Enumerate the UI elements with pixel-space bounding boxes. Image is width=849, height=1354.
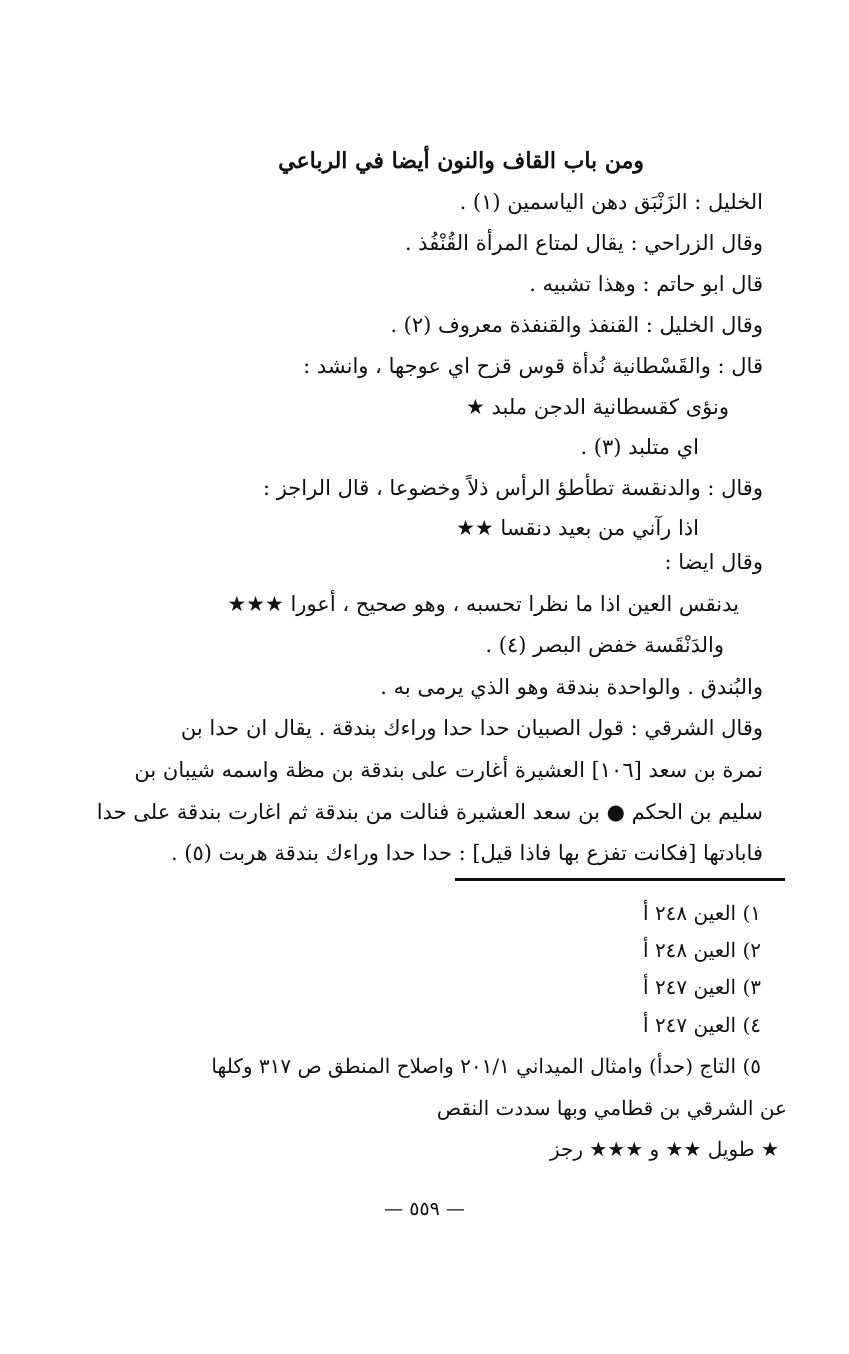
text-line-1: الخليل : الزَنْبَق دهن الياسمين (١) .	[459, 190, 763, 214]
meter-legend: ★ طويل ★★ و ★★★ رجز	[549, 1137, 779, 1161]
footnote-divider	[455, 878, 785, 881]
text-line-7: وقال : والدنقسة تطأطؤ الرأس ذلاً وخضوعا ، قال الراجز :	[262, 476, 763, 500]
verse-line-1: ونؤى كقسطانية الدجن ملبد ★	[465, 395, 729, 419]
verse-line-3: يدنقس العين اذا ما نظرا تحسبه ، وهو صحيح ، أعورا ★★★	[227, 592, 739, 616]
text-line-12: نمرة بن سعد [١٠٦] العشيرة أغارت على بندقة بن مظة واسمه شيبان بن	[134, 758, 763, 782]
text-line-2: وقال الزراحي : يقال لمتاع المرأة القُنْفُذ .	[404, 231, 763, 255]
section-heading: ومن باب القاف والنون أيضا في الرباعي	[278, 148, 644, 174]
footnote-3: ٣) العين ٢٤٧ أ	[643, 975, 761, 999]
text-line-9: والدَنْقَسة خفض البصر (٤) .	[485, 633, 724, 657]
text-line-4: وقال الخليل : القنفذ والقنفذة معروف (٢) .	[390, 313, 763, 337]
text-line-10: والبُندق . والواحدة بندقة وهو الذي يرمى به .	[380, 675, 763, 699]
footnote-5-continued: عن الشرقي بن قطامي وبها سددت النقص	[436, 1096, 787, 1120]
footnote-5: ٥) التاج (حدأ) وامثال الميداني ٢٠١/١ واصلاح المنطق ص ٣١٧ وكلها	[211, 1054, 761, 1078]
text-line-8: وقال ايضا :	[664, 550, 763, 574]
text-line-14: فابادتها [فكانت تفزع بها فاذا قيل] : حدا حدا وراءك بندقة هربت (٥) .	[170, 841, 763, 865]
footnote-1: ١) العين ٢٤٨ أ	[643, 901, 761, 925]
text-line-13: سليم بن الحكم ● بن سعد العشيرة فنالت من بندقة ثم اغارت بندقة على حدا	[96, 800, 763, 824]
footnote-4: ٤) العين ٢٤٧ أ	[643, 1013, 761, 1037]
verse-line-2: اذا رآني من بعيد دنقسا ★★	[456, 516, 699, 540]
page-number: — ٥٥٩ —	[384, 1198, 465, 1220]
text-line-5: قال : والقَسْطانية نُدأة قوس قزح اي عوجها ، وانشد :	[303, 354, 763, 378]
text-line-6: اي متلبد (٣) .	[580, 435, 699, 459]
text-line-11: وقال الشرقي : قول الصبيان حدا حدا وراءك بندقة . يقال ان حدا بن	[180, 716, 763, 740]
footnote-2: ٢) العين ٢٤٨ أ	[643, 938, 761, 962]
text-line-3: قال ابو حاتم : وهذا تشبيه .	[529, 272, 763, 296]
